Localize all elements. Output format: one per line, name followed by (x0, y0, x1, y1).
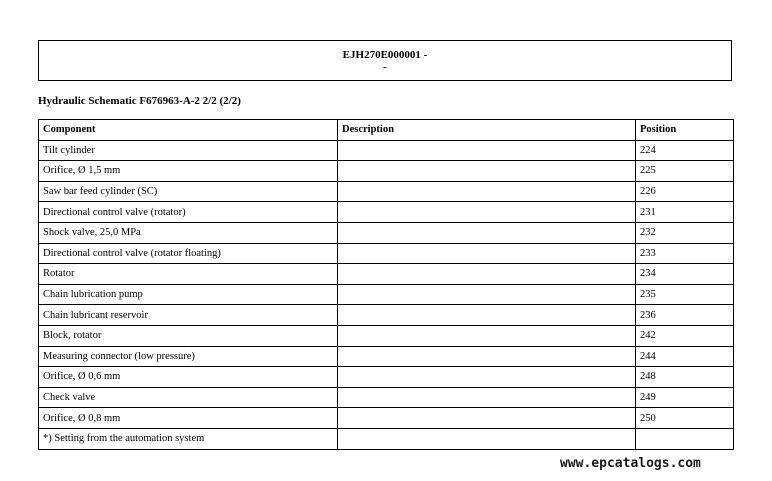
description-cell (338, 243, 636, 264)
table-row (39, 284, 734, 305)
description-cell (338, 325, 636, 346)
position-cell: 242 (636, 325, 734, 346)
description-cell (338, 387, 636, 408)
description-cell (338, 408, 636, 429)
table-row (39, 264, 734, 285)
component-cell: Chain lubricant reservoir (39, 305, 338, 326)
position-cell: 225 (636, 161, 734, 182)
table-row (39, 243, 734, 264)
description-cell (338, 222, 636, 243)
table-row (39, 181, 734, 202)
component-cell: Shock valve, 25,0 MPa (39, 222, 338, 243)
position-cell: 249 (636, 387, 734, 408)
component-cell: Check valve (39, 387, 338, 408)
description-cell (338, 305, 636, 326)
table-row (39, 346, 734, 367)
description-cell (338, 161, 636, 182)
table-header-row (39, 120, 734, 141)
section-title: Hydraulic Schematic F676963-A-2 2/2 (2/2) (38, 95, 241, 107)
table-row (39, 408, 734, 429)
document-id-suffix: - (383, 61, 387, 73)
position-cell: 233 (636, 243, 734, 264)
document-header-box (38, 40, 732, 81)
description-cell (338, 140, 636, 161)
position-cell: 250 (636, 408, 734, 429)
table-row (39, 305, 734, 326)
description-cell (338, 202, 636, 223)
position-cell: 234 (636, 264, 734, 285)
position-cell: 244 (636, 346, 734, 367)
table-row (39, 367, 734, 388)
table-row (39, 222, 734, 243)
component-cell: Orifice, Ø 0,6 mm (39, 367, 338, 388)
component-cell: Directional control valve (rotator floating) (39, 243, 338, 264)
table-row (39, 140, 734, 161)
position-cell (636, 428, 734, 449)
position-cell: 224 (636, 140, 734, 161)
description-cell (338, 367, 636, 388)
position-cell: 232 (636, 222, 734, 243)
component-cell: Orifice, Ø 1,5 mm (39, 161, 338, 182)
column-header-description: Description (338, 120, 636, 141)
position-cell: 236 (636, 305, 734, 326)
column-header-position: Position (636, 120, 734, 141)
table-row (39, 387, 734, 408)
column-header-component: Component (39, 120, 338, 141)
description-cell (338, 181, 636, 202)
table-row (39, 202, 734, 223)
component-cell: Rotator (39, 264, 338, 285)
table-row (39, 161, 734, 182)
footnote-cell: *) Setting from the automation system (39, 428, 338, 449)
table-footnote-row (39, 428, 734, 449)
description-cell (338, 284, 636, 305)
component-table (38, 119, 734, 450)
component-cell: Tilt cylinder (39, 140, 338, 161)
position-cell: 226 (636, 181, 734, 202)
component-cell: Block, rotator (39, 325, 338, 346)
component-cell: Orifice, Ø 0,8 mm (39, 408, 338, 429)
component-cell: Saw bar feed cylinder (SC) (39, 181, 338, 202)
description-cell (338, 264, 636, 285)
position-cell: 231 (636, 202, 734, 223)
description-cell (338, 428, 636, 449)
table-row (39, 325, 734, 346)
document-id: EJH270E000001 - (342, 49, 428, 61)
description-cell (338, 346, 636, 367)
watermark-text: www.epcatalogs.com (560, 456, 701, 471)
position-cell: 235 (636, 284, 734, 305)
component-cell: Directional control valve (rotator) (39, 202, 338, 223)
component-cell: Measuring connector (low pressure) (39, 346, 338, 367)
position-cell: 248 (636, 367, 734, 388)
component-cell: Chain lubrication pump (39, 284, 338, 305)
